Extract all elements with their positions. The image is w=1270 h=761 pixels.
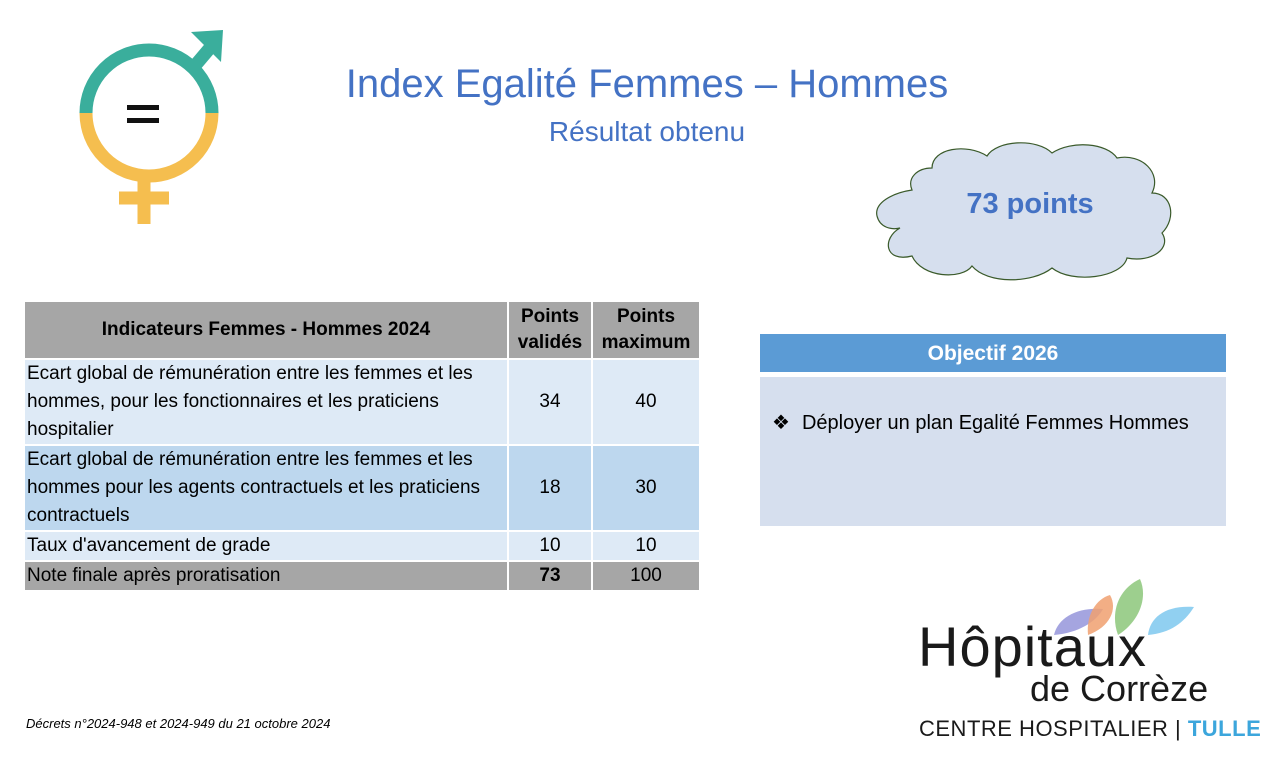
- objective-item-text: Déployer un plan Egalité Femmes Hommes: [801, 412, 1189, 434]
- page-title: Index Egalité Femmes – Hommes: [345, 62, 949, 106]
- header-maximum: Points maximum: [592, 301, 700, 359]
- footnote: Décrets n°2024-948 et 2024-949 du 21 octobre 2024: [26, 716, 331, 731]
- table-total-row: [24, 561, 700, 591]
- row-validated: 18: [508, 445, 592, 531]
- logo-tagline-city: TULLE: [1187, 716, 1262, 741]
- logo-name: Hôpitaux: [918, 615, 1148, 678]
- row-label: Taux d'avancement de grade: [24, 531, 508, 561]
- objective-body: [760, 377, 1226, 526]
- row-label: Ecart global de rémunération entre les femmes et les hommes pour les agents contractuels et les praticiens contractuels: [24, 445, 508, 531]
- table-row: [24, 531, 700, 561]
- diamond-bullet-icon: ❖: [772, 412, 790, 434]
- logo-subtitle: de Corrèze: [1030, 668, 1209, 709]
- score-label: 73 points: [966, 188, 1094, 220]
- row-validated: 10: [508, 531, 592, 561]
- row-label: Note finale après proratisation: [24, 561, 508, 591]
- header-indicators: Indicateurs Femmes - Hommes 2024: [24, 301, 508, 359]
- indicators-table: [23, 300, 701, 592]
- logo-tagline: [919, 716, 1261, 742]
- table-row: [24, 359, 700, 445]
- table-row: [24, 445, 700, 531]
- row-maximum: 30: [592, 445, 700, 531]
- page-subtitle: Résultat obtenu: [548, 116, 746, 147]
- row-validated: 73: [508, 561, 592, 591]
- logo-tagline-prefix: CENTRE HOSPITALIER |: [919, 716, 1188, 741]
- objective-item: [772, 410, 1189, 435]
- row-maximum: 100: [592, 561, 700, 591]
- row-maximum: 10: [592, 531, 700, 561]
- header-validated: Points validés: [508, 301, 592, 359]
- objective-title: Objectif 2026: [760, 334, 1226, 372]
- row-label: Ecart global de rémunération entre les femmes et les hommes, pour les fonctionnaires et les praticiens hospitalier: [24, 359, 508, 445]
- row-validated: 34: [508, 359, 592, 445]
- table-header-row: [24, 301, 700, 359]
- row-maximum: 40: [592, 359, 700, 445]
